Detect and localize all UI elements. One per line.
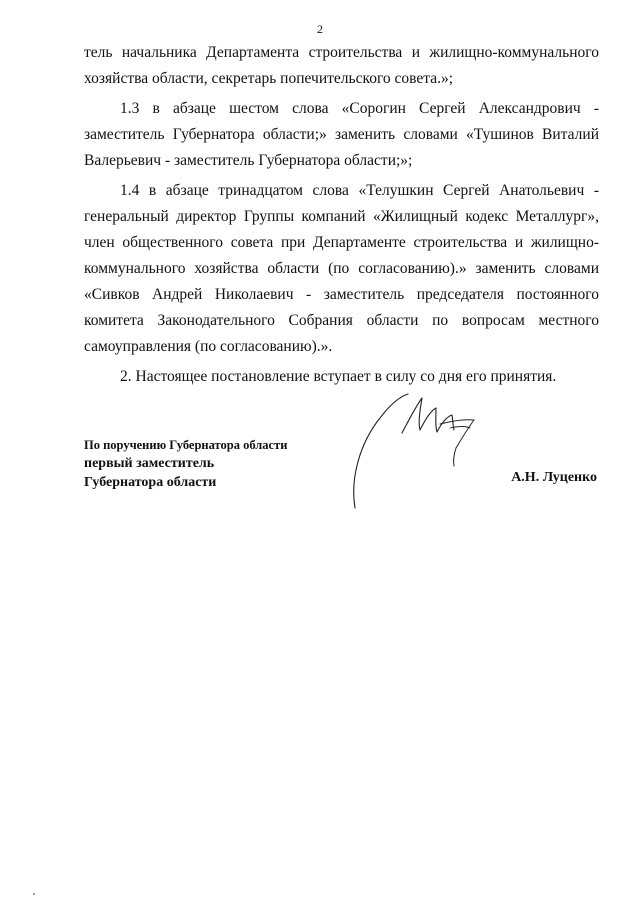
signature-block [84, 437, 344, 492]
paragraph-item-1-4: 1.4 в абзаце тринадцатом слова «Телушкин Сергей Анатольевич - генеральный директор Группы компаний «Жилищный кодекс Металлург», член общественного совета при Департаменте строительства и жилищно-коммунального хозяйства области (по согласованию).» заменить словами «Сивков Андрей Николаевич - заместитель председателя постоянного комитета Законодательного Собрания области по вопросам местного самоуправления (по согласованию).». [84, 182, 599, 355]
page-number: 2 [317, 22, 323, 36]
handwritten-signature [340, 388, 480, 513]
signature-position-line-2: Губернатора области [84, 475, 217, 490]
scan-speck [33, 893, 35, 895]
document-body [84, 40, 599, 390]
paragraph-item-1-3: 1.3 в абзаце шестом слова «Сорогин Сергей Александрович - заместитель Губернатора области;» заменить словами «Тушинов Виталий Валерьевич - заместитель Губернатора области;»; [84, 100, 599, 169]
signature-position-line-1: первый заместитель [84, 456, 215, 471]
signer-name: А.Н. Луценко [511, 470, 597, 485]
paragraph-continuation: тель начальника Департамента строительства и жилищно-коммунального хозяйства области, секретарь попечительского совета.»; [84, 44, 599, 87]
signature-authority-line: По поручению Губернатора области [84, 438, 288, 452]
paragraph-item-2: 2. Настоящее постановление вступает в силу со дня его принятия. [120, 368, 557, 385]
